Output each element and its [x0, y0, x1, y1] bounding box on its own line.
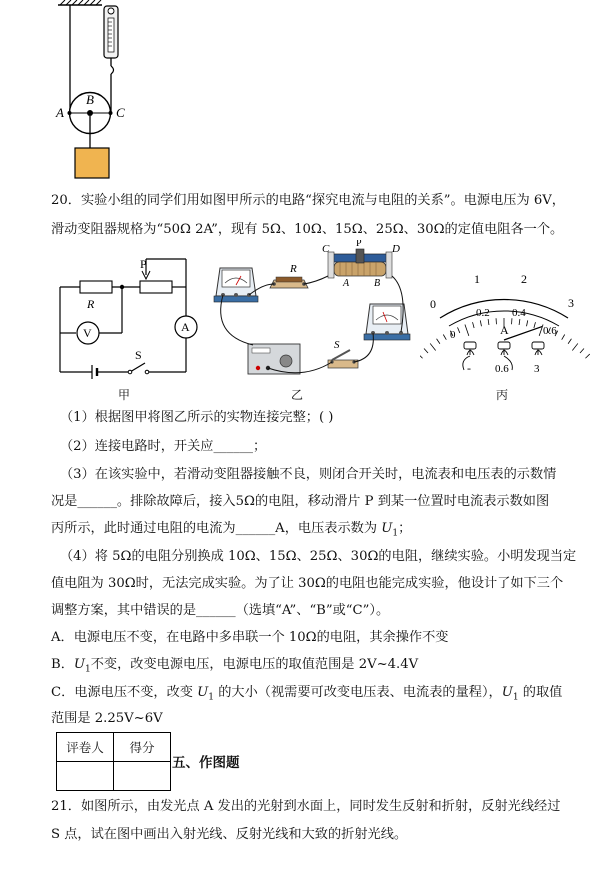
- circuit-p-label: P: [140, 257, 147, 271]
- ammeter-needle: [504, 326, 542, 340]
- section-title: 五、作图题: [172, 755, 240, 771]
- terminal-negative: -: [467, 361, 471, 375]
- figure-yi-caption: 乙: [291, 388, 304, 402]
- voltmeter-device: [214, 268, 258, 302]
- dial-tick: [585, 354, 589, 358]
- dial-tick: [437, 339, 440, 344]
- q20-sub3-line1: （3）在该实验中，若滑动变阻器接触不良，则闭合开关时，电流表和电压表的示数情: [60, 467, 557, 482]
- rheostat-device: [328, 249, 392, 278]
- ammeter-unit-label: A: [500, 323, 509, 337]
- dial-tick: [580, 349, 584, 353]
- q20-sub1: （1）根据图甲将图乙所示的实物连接完整；( ): [60, 410, 334, 425]
- q20-sub2: （2）连接电路时，开关应______；: [60, 439, 267, 454]
- bottom-scale-0.2: 0.2: [476, 307, 490, 319]
- q20-sub4-line3: 调整方案，其中错误的是______（选填“A”、“B”或“C”）。: [51, 603, 390, 618]
- option-b: B．$U_1$不变，改变电源电压，电源电压的取值范围是 2V~4.4V: [51, 657, 419, 675]
- dial-tick: [527, 320, 528, 326]
- dial-tick: [457, 327, 459, 333]
- bottom-scale-0.4: 0.4: [512, 307, 526, 319]
- q20-sub4-line2: 值电阻为 30Ω时，无法完成实验。为了让 30Ω的电阻也能完成实验，他设计了如下三个: [51, 576, 564, 591]
- score-table-score-header: 得分: [114, 733, 171, 762]
- rheostat-p-label: P: [356, 240, 362, 249]
- figure-jia-caption: 甲: [118, 388, 131, 402]
- dial-tick: [424, 349, 428, 353]
- q21-line2: S 点，试在图中画出入射光线、反射光线和大致的折射光线。: [51, 827, 408, 842]
- switch-device: [328, 350, 358, 368]
- terminal-3: 3: [534, 363, 540, 375]
- label-c: C: [116, 105, 125, 120]
- score-table-grader-header: 评卷人: [57, 733, 114, 762]
- pulley-figure: [40, 0, 160, 185]
- dial-tick: [562, 334, 565, 339]
- bottom-scale-0.6: 0.6: [543, 325, 557, 337]
- board-r-label: R: [290, 263, 297, 275]
- voltmeter-v-label: V: [83, 326, 92, 340]
- score-cell[interactable]: [114, 762, 171, 791]
- top-scale-3: 3: [568, 296, 574, 310]
- top-scale-2: 2: [521, 272, 527, 286]
- rheostat-c-label: C: [322, 243, 330, 255]
- q20-line1: 20．实验小组的同学们用如图甲所示的电路“探究电流与电阻的关系”。电源电压为 6V，: [51, 193, 565, 208]
- dial-tick: [519, 319, 520, 325]
- q20-sub3-line3: 丙所示，此时通过电阻的电流为______A，电压表示数为 $U_1$；: [51, 521, 412, 539]
- dial-tick: [480, 320, 481, 326]
- dial-tick: [420, 354, 423, 358]
- score-table: [56, 732, 171, 791]
- label-b: B: [86, 92, 94, 107]
- top-scale-0: 0: [430, 297, 436, 311]
- label-a: A: [56, 105, 64, 120]
- physical-setup-yi: [208, 240, 423, 388]
- rheostat-b-label: B: [374, 278, 381, 289]
- option-a: A．电源电压不变，在电路中多串联一个 10Ω的电阻，其余操作不变: [51, 630, 449, 645]
- q20-sub4-line1: （4）将 5Ω的电阻分别换成 10Ω、15Ω、25Ω、30Ω的电阻，继续实验。小明发现当定: [60, 549, 577, 564]
- ammeter-a-label: A: [181, 320, 190, 334]
- dial-tick: [572, 343, 578, 350]
- dial-tick: [465, 325, 469, 336]
- grader-cell[interactable]: [57, 762, 114, 791]
- option-c-line1: C．电源电压不变，改变 $U_1$ 的大小（视需要可改变电压表、电流表的量程），$U_1$ 的取值: [51, 685, 563, 703]
- dial-tick: [488, 319, 489, 325]
- q20-sub3-line2: 况是______。排除故障后，接入5Ω的电阻，移动滑片 P 到某一位置时电流表示数如图: [51, 494, 550, 509]
- dial-tick: [473, 322, 475, 328]
- dial-tick: [443, 334, 446, 339]
- terminal-0.6: 0.6: [495, 363, 509, 375]
- dial-tick: [568, 339, 571, 344]
- option-c-line2: 范围是 2.25V~6V: [51, 711, 163, 726]
- figure-bing-caption: 丙: [496, 388, 509, 402]
- resistor-board: [270, 277, 308, 288]
- dial-tick: [430, 343, 436, 350]
- q20-line2: 滑动变阻器规格为“50Ω 2A”，现有 5Ω、10Ω、15Ω、25Ω、30Ω的定值电阻各一个。: [51, 222, 564, 237]
- ammeter-dial-bing: [420, 262, 590, 382]
- q21-line1: 21．如图所示，由发光点 A 发出的光射到水面上，同时发生反射和折射，反射光线经过: [51, 799, 561, 814]
- circuit-r-label: R: [87, 297, 95, 311]
- top-scale-1: 1: [474, 272, 480, 286]
- switch-s-label: S: [135, 348, 142, 362]
- rheostat-a-label: A: [343, 278, 350, 289]
- rheostat-d-label: D: [392, 243, 400, 255]
- dial-tick: [534, 322, 536, 328]
- board-s-label: S: [334, 339, 340, 351]
- bottom-scale-0: 0: [450, 329, 456, 341]
- circuit-diagram-jia: [50, 255, 210, 400]
